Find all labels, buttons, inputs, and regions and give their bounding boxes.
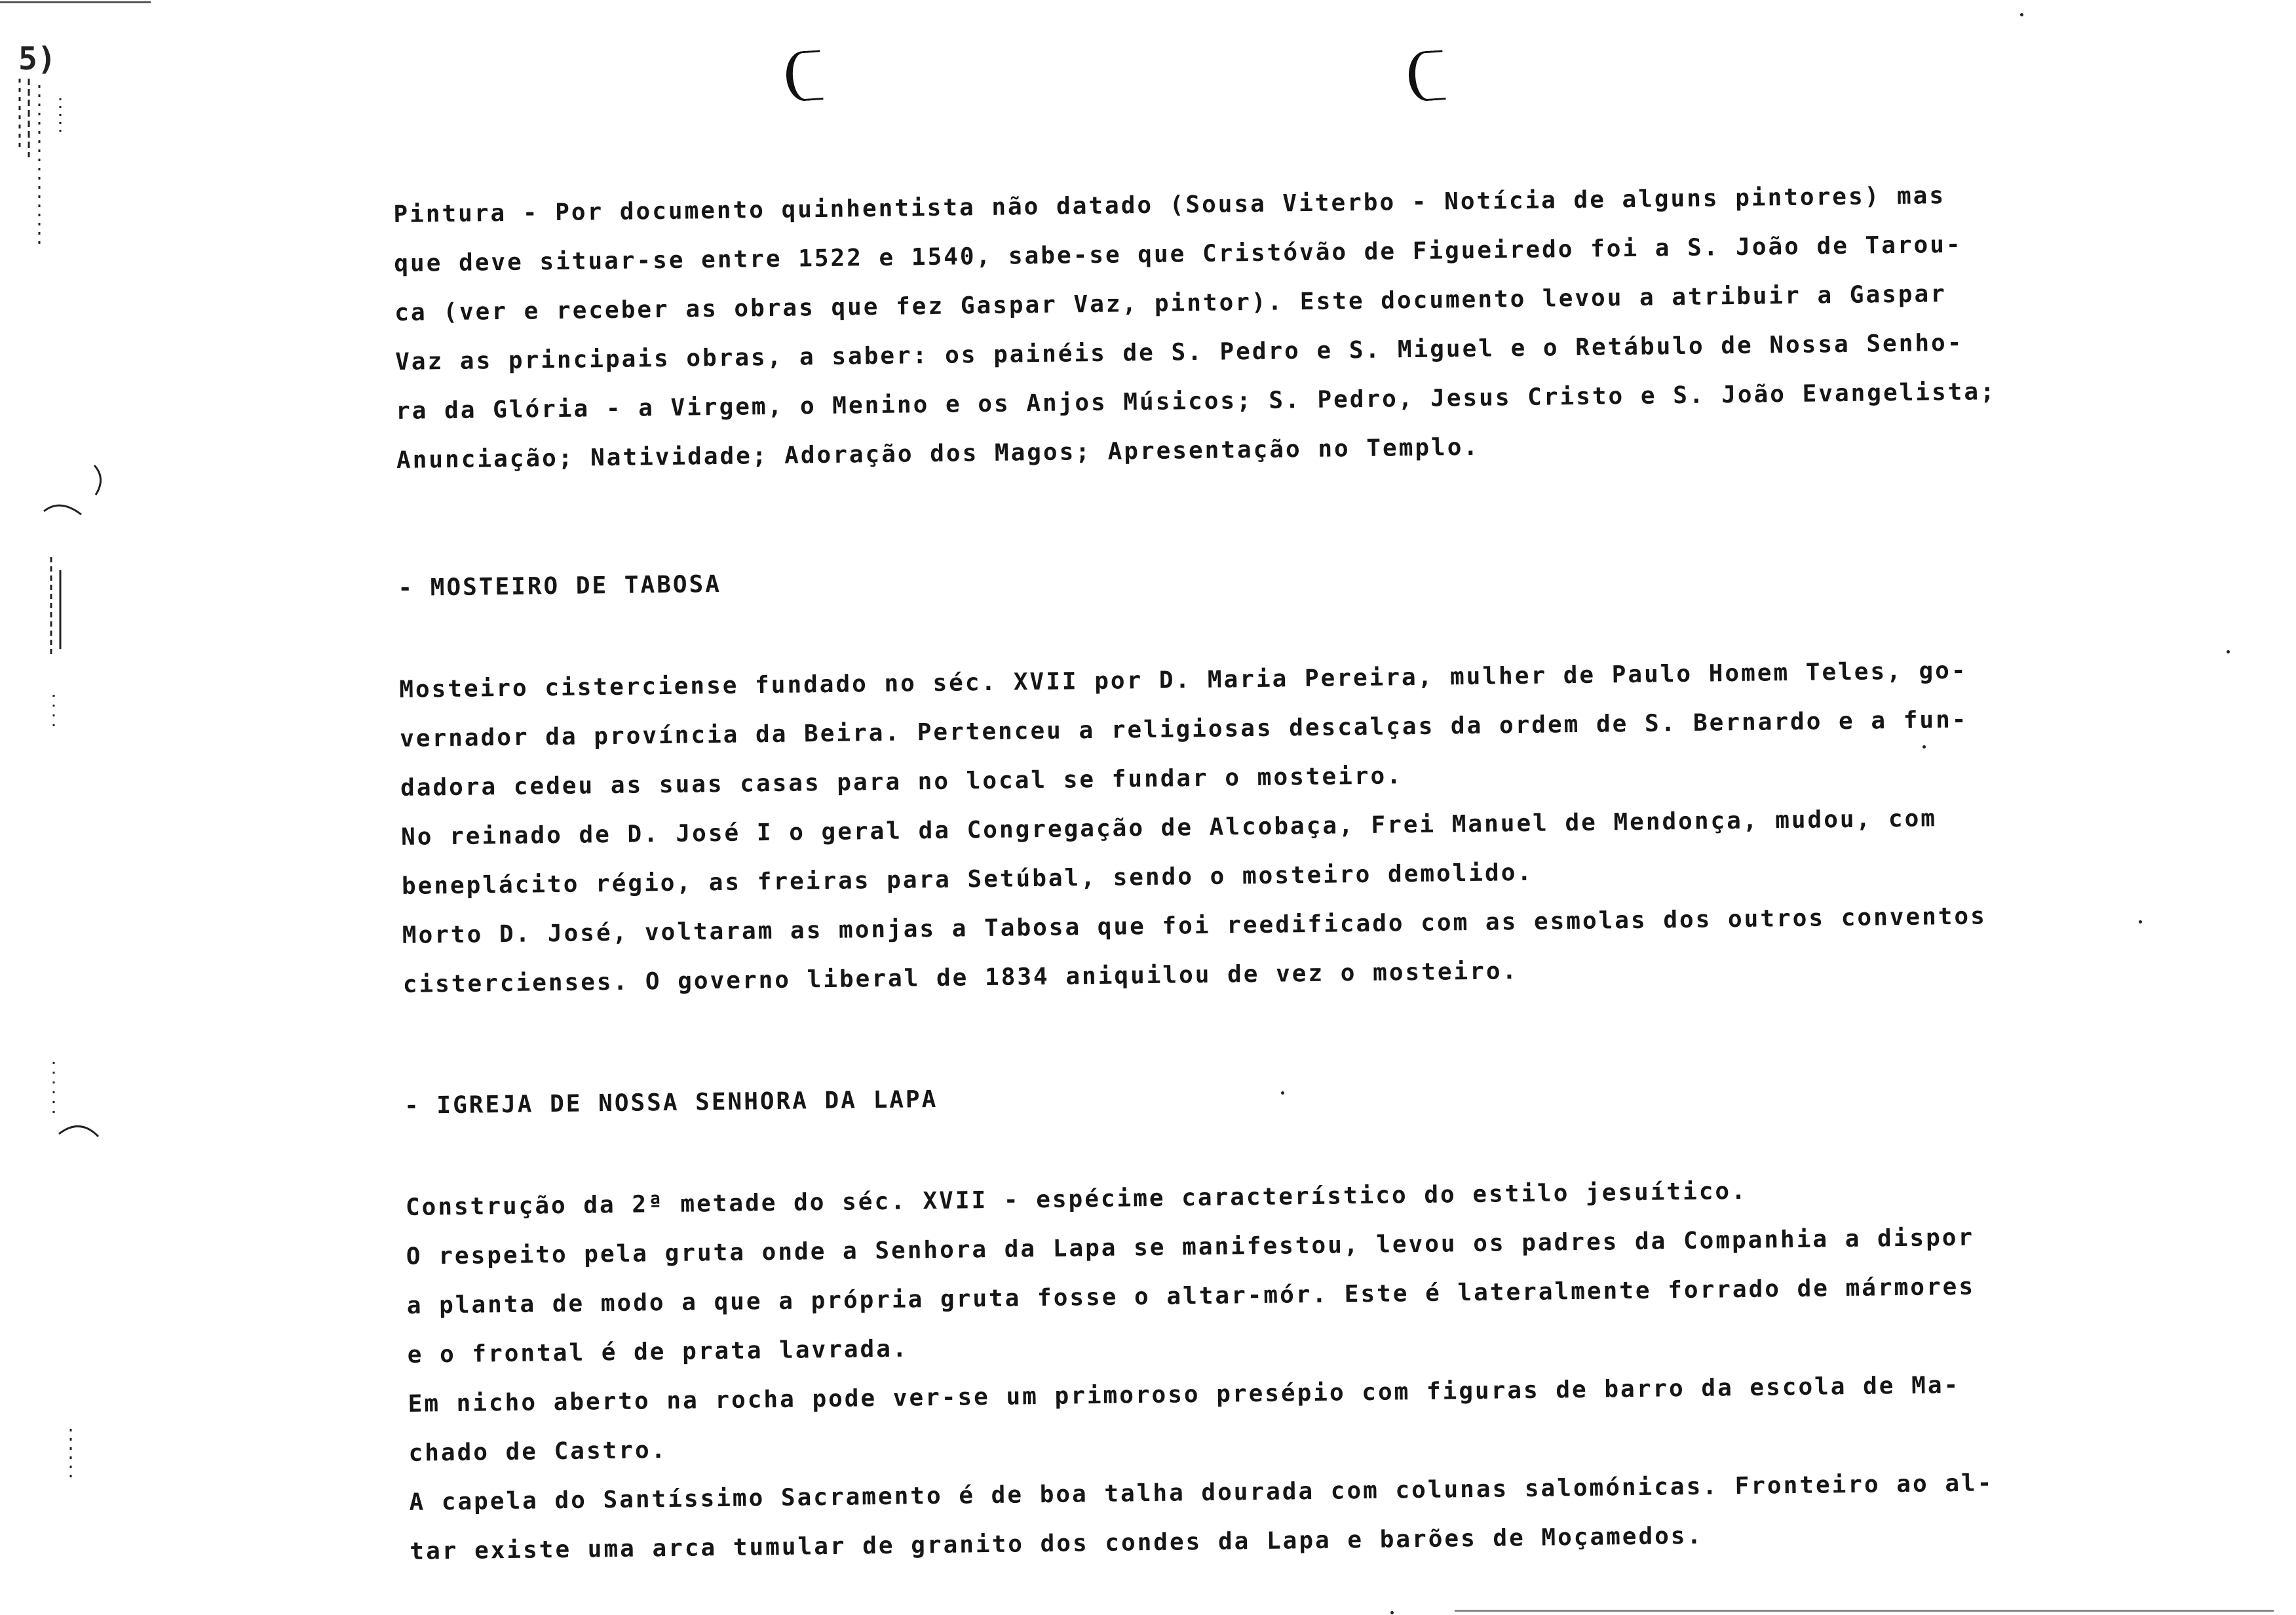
section-heading-mosteiro-tabosa: - MOSTEIRO DE TABOSA [398,570,722,602]
text-line: tar existe uma arca tumular de granito dos condes da Lapa e barões de Moçamedos. [410,1522,1704,1565]
text-line: que deve situar-se entre 1522 e 1540, sabe-se que Cristóvão de Figueiredo foi a S. João de Tarou- [394,231,1962,277]
text-line: No reinado de D. José I o geral da Congregação de Alcobaça, Frei Manuel de Mendonça, mudou, com [400,805,1938,851]
scan-speck [1390,1611,1394,1614]
text-line: Em nicho aberto na rocha pode ver-se um primoroso presépio com figuras de barro da escola de Ma- [408,1371,1961,1418]
punch-hole-mark [784,50,823,102]
text-line: ra da Glória - a Virgem, o Menino e os Anjos Músicos; S. Pedro, Jesus Cristo e S. João Evangelista; [395,378,1997,425]
text-line: cistercienses. O governo liberal de 1834 aniquilou de vez o mosteiro. [402,958,1519,998]
page-mark: 5) [18,41,56,77]
text-line: Morto D. José, voltaram as monjas a Tabosa que foi reedificado com as esmolas dos outros conventos [402,903,1987,949]
paragraph-igreja-lapa [406,1163,2061,1576]
scan-speck [2139,920,2142,924]
text-line: chado de Castro. [408,1437,668,1467]
section-heading-igreja-lapa: - IGREJA DE NOSSA SENHORA DA LAPA [404,1085,938,1119]
text-line: A capela do Santíssimo Sacramento é de boa talha dourada com colunas salomónicas. Fronteiro ao al- [409,1469,1994,1516]
scan-speck [2020,13,2023,16]
scan-speck [2227,650,2230,653]
text-line: ca (ver e receber as obras que fez Gaspar Vaz, pintor). Este documento levou a atribuir a Gaspar [394,281,1947,326]
text-line: Pintura - Por documento quinhentista não datado (Sousa Viterbo - Notícia de alguns pintores) mas [393,182,1946,228]
text-line: dadora cedeu as suas casas para no local se fundar o mosteiro. [400,762,1404,802]
top-rule [0,1,151,3]
paragraph-mosteiro-tabosa [399,645,2054,1009]
text-line: Anunciação; Natividade; Adoração dos Magos; Apresentação no Templo. [396,433,1480,474]
text-line: e o frontal é de prata lavrada. [407,1335,909,1369]
text-line: a planta de modo a que a própria gruta fosse o altar-mór. Este é lateralmente forrado de mármores [406,1273,1976,1319]
bottom-rule [1455,1610,2274,1612]
text-line: vernador da província da Beira. Pertenceu a religiosas descalças da ordem de S. Bernardo e a fun- [399,706,1968,752]
text-line: O respeito pela gruta onde a Senhora da Lapa se manifestou, levou os padres da Companhia a dispor [406,1224,1975,1270]
text-line: Vaz as principais obras, a saber: os painéis de S. Pedro e S. Miguel e o Retábulo de Nossa Senho- [394,329,1964,376]
punch-hole-mark [1407,50,1445,102]
text-line: Mosteiro cisterciense fundado no séc. XVII por D. Maria Pereira, mulher de Paulo Homem Teles, go- [399,657,1968,703]
text-line: Construção da 2ª metade do séc. XVII - espécime característico do estilo jesuítico. [405,1177,1748,1221]
paragraph-pintura [393,170,2048,485]
binder-margin [8,79,113,1586]
text-line: beneplácito régio, as freiras para Setúbal, sendo o mosteiro demolido. [401,859,1534,900]
document-body [393,170,2061,1576]
